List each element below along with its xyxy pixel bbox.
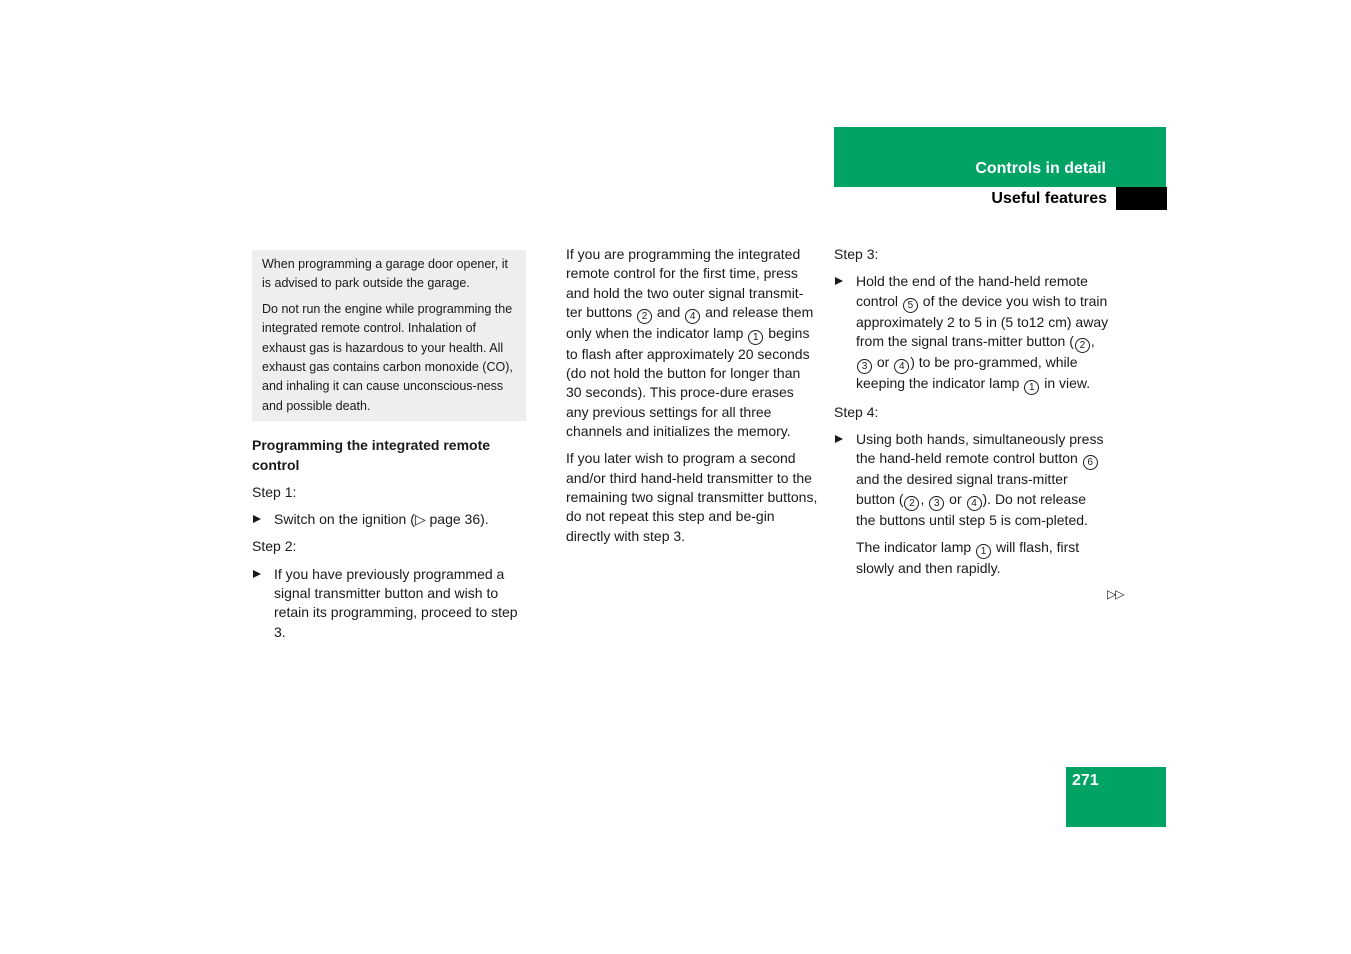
number-circle-icon: 1 bbox=[748, 330, 763, 345]
continue-arrow-icon: ▷▷ bbox=[1107, 587, 1124, 601]
later-program-paragraph: If you later wish to program a second and/or third hand-held transmitter to the remaining two signal transmitter buttons, do not repeat this step and be-gin directly with step 3. bbox=[566, 450, 818, 544]
number-circle-icon: 6 bbox=[1083, 455, 1098, 470]
step1-bullet bbox=[252, 510, 526, 529]
step1-text: Switch on the ignition (▷ page 36). bbox=[274, 511, 489, 528]
section-subtitle: Useful features bbox=[991, 190, 1107, 207]
step4-label: Step 4: bbox=[834, 403, 879, 420]
number-circle-icon: 4 bbox=[894, 359, 909, 374]
note-exhaust-warning: Do not run the engine while programming the integrated remote control. Inhalation of exhaust gas is hazardous to your health. All exhaust gas contains carbon monoxide (CO), and inhaling it can cause unconscious-ness and possible death. bbox=[262, 301, 513, 413]
chapter-header-bar bbox=[834, 127, 1166, 187]
number-circle-icon: 2 bbox=[904, 496, 919, 511]
bullet-triangle-icon bbox=[253, 570, 261, 578]
column-right bbox=[834, 245, 1109, 586]
step2-text: If you have previously programmed a signal transmitter button and wish to retain its programming, proceed to step 3. bbox=[274, 565, 518, 640]
column-left bbox=[252, 250, 526, 650]
bullet-triangle-icon bbox=[835, 277, 843, 285]
number-circle-icon: 3 bbox=[929, 496, 944, 511]
step2-label: Step 2: bbox=[252, 538, 297, 555]
section-heading: Programming the integrated remote control bbox=[252, 437, 491, 473]
number-circle-icon: 2 bbox=[637, 309, 652, 324]
number-circle-icon: 1 bbox=[976, 544, 991, 559]
step3-label: Step 3: bbox=[834, 246, 879, 262]
chapter-title: Controls in detail bbox=[975, 160, 1106, 177]
number-circle-icon: 4 bbox=[685, 309, 700, 324]
number-circle-icon: 5 bbox=[903, 298, 918, 313]
page-number: 271 bbox=[1072, 772, 1099, 789]
number-circle-icon: 1 bbox=[1024, 380, 1039, 395]
step3-bullet: Hold the end of the hand-held remote control 5 of the device you wish to train approximately 2 to 5 in (5 to12 cm) away from the signal trans-mitter button ( 2 , 3 or 4 ) to be pro-grammed, while keeping the indicator lamp 1 in view. bbox=[834, 272, 1109, 395]
bullet-triangle-icon bbox=[835, 435, 843, 443]
step4-bullet: Using both hands, simultaneously press the hand-held remote control button 6 and the desired signal trans-mitter button ( 2 , 3 or 4 ). Do not release the buttons until step 5 is com-pleted. bbox=[834, 430, 1109, 530]
step2-bullet bbox=[252, 565, 526, 642]
bullet-triangle-icon bbox=[253, 515, 261, 523]
first-time-paragraph: If you are programming the integrated remote control for the first time, press and hold the two outer signal transmit-ter buttons 2 and 4 and release them only when the indicator lamp 1 begins to flash after approximately 20 seconds (do not hold the button for longer than 30 seconds). This proce-dure erases any previous settings for all three channels and initializes the memory. bbox=[566, 246, 814, 440]
indicator-lamp-note: The indicator lamp 1 will flash, first slowly and then rapidly. bbox=[856, 539, 1080, 577]
step1-label: Step 1: bbox=[252, 483, 297, 500]
section-marker-tab bbox=[1116, 187, 1167, 210]
number-circle-icon: 2 bbox=[1075, 338, 1090, 353]
number-circle-icon: 3 bbox=[857, 359, 872, 374]
page-number-box bbox=[1066, 767, 1166, 827]
warning-note-box bbox=[252, 250, 526, 421]
note-garage-advice: When programming a garage door opener, it is advised to park outside the garage. bbox=[262, 257, 508, 291]
column-middle bbox=[566, 245, 818, 554]
number-circle-icon: 4 bbox=[967, 496, 982, 511]
